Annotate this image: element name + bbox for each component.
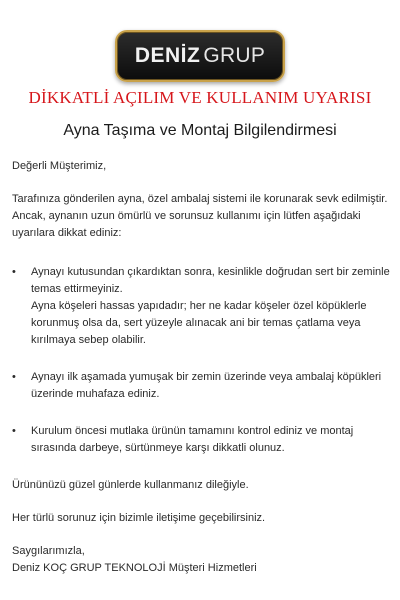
list-item <box>12 423 390 457</box>
logo-group-text: GRUP <box>203 44 266 67</box>
closing-wish: Ürününüzü güzel günlerde kullanmanız dileğiyle. <box>12 479 249 491</box>
bullet-icon: • <box>12 371 16 383</box>
list-item <box>12 264 390 349</box>
logo-badge <box>115 30 285 82</box>
bullet-icon: • <box>12 425 16 437</box>
intro-paragraph: Tarafınıza gönderilen ayna, özel ambalaj sistemi ile korunarak sevk edilmiştir. Ancak, aynanın uzun ömürlü ve sorunsuz kullanımı için lütfen aşağıdaki uyarılara dikkat ediniz: <box>12 193 388 239</box>
list-item-line: Aynayı kutusundan çıkardıktan sonra, kesinlikle doğrudan sert bir zeminle temas ettirmeyiniz. <box>31 266 390 295</box>
list-item-line: Aynayı ilk aşamada yumuşak bir zemin üzerinde veya ambalaj köpükleri üzerinde muhafaza ediniz. <box>31 371 382 400</box>
warning-title: DİKKATLİ AÇILIM VE KULLANIM UYARISI <box>28 88 372 107</box>
list-item <box>12 369 390 403</box>
list-item-line: Ayna köşeleri hassas yapıdadır; her ne kadar köşeler özel köpüklerle korunmuş olsa da, sert yüzeyle alınacak ani bir temas çatlama veya kırılmaya sebep olabilir. <box>31 300 367 346</box>
contact-note: Her türlü sorunuz için bizimle iletişime geçebilirsiniz. <box>12 512 266 524</box>
bullet-icon: • <box>12 266 16 278</box>
signature: Deniz KOÇ GRUP TEKNOLOJİ Müşteri Hizmetleri <box>12 562 257 574</box>
greeting: Değerli Müşterimiz, <box>12 160 107 172</box>
list-item-text <box>31 369 390 403</box>
letter-body <box>12 158 390 577</box>
page-subtitle: Ayna Taşıma ve Montaj Bilgilendirmesi <box>63 122 337 139</box>
logo-brand-text: DENİZ <box>134 44 201 67</box>
list-item-line: Kurulum öncesi mutlaka ürünün tamamını kontrol ediniz ve montaj sırasında darbeye, sürtünmeye karşı dikkatli olunuz. <box>31 425 354 454</box>
list-item-text <box>31 423 390 457</box>
brand-logo <box>115 30 285 82</box>
signoff: Saygılarımızla, <box>12 545 85 557</box>
list-item-text <box>31 264 390 349</box>
